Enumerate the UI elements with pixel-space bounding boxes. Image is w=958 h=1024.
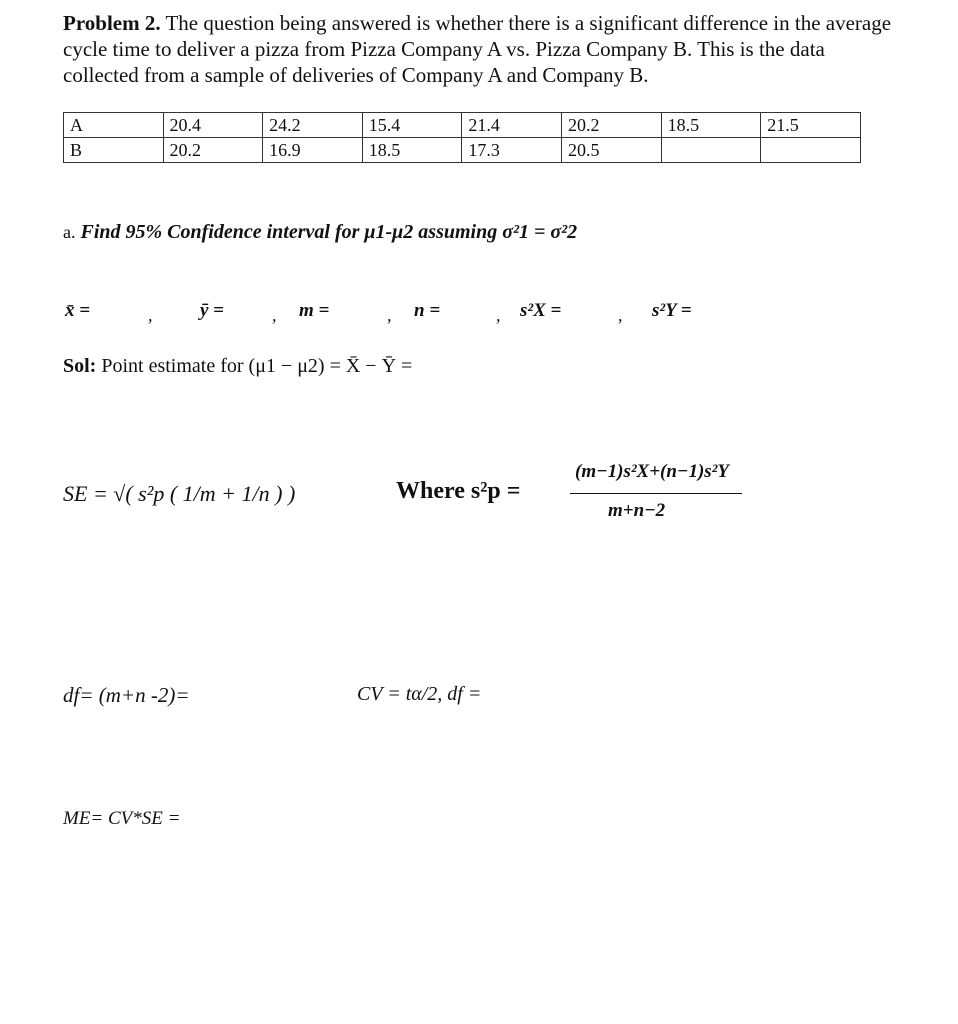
table-cell: 20.2 bbox=[163, 138, 263, 163]
cv-formula: CV = tα/2, df = bbox=[357, 683, 482, 705]
pooled-denominator: m+n−2 bbox=[608, 500, 666, 521]
part-a-question bbox=[63, 221, 577, 244]
table-cell: 15.4 bbox=[362, 113, 462, 138]
comma-separator: , bbox=[618, 305, 623, 325]
pooled-variance-label: Where s²p = bbox=[396, 478, 521, 504]
table-cell: 20.5 bbox=[562, 138, 662, 163]
table-cell bbox=[661, 138, 761, 163]
part-a-prefix: a. bbox=[63, 222, 76, 242]
comma-separator: , bbox=[387, 305, 392, 325]
ybar-label: ȳ = bbox=[200, 300, 225, 321]
comma-separator: , bbox=[496, 305, 501, 325]
table-cell: 18.5 bbox=[362, 138, 462, 163]
row-label-cell: B bbox=[64, 138, 164, 163]
table-cell: 21.4 bbox=[462, 113, 562, 138]
table-cell: 16.9 bbox=[263, 138, 363, 163]
fraction-bar bbox=[570, 493, 742, 494]
solution-line bbox=[63, 355, 412, 378]
table-cell: 18.5 bbox=[661, 113, 761, 138]
table-cell: 17.3 bbox=[462, 138, 562, 163]
xbar-label: x̄ = bbox=[65, 300, 91, 321]
pooled-numerator: (m−1)s²X+(n−1)s²Y bbox=[575, 461, 729, 482]
part-a-text: Find 95% Confidence interval for μ1-μ2 assuming σ²1 = σ²2 bbox=[80, 221, 578, 243]
table-row bbox=[64, 138, 861, 163]
problem-label: Problem 2. bbox=[63, 11, 161, 35]
table-row bbox=[64, 113, 861, 138]
table-cell: 20.4 bbox=[163, 113, 263, 138]
row-label-cell: A bbox=[64, 113, 164, 138]
table-cell: 21.5 bbox=[761, 113, 861, 138]
sy2-label: s²Y = bbox=[652, 300, 692, 321]
table-cell: 24.2 bbox=[263, 113, 363, 138]
me-formula: ME= CV*SE = bbox=[63, 808, 181, 829]
n-label: n = bbox=[414, 300, 441, 321]
df-formula: df= (m+n -2)= bbox=[63, 683, 190, 707]
m-label: m = bbox=[299, 300, 330, 321]
comma-separator: , bbox=[148, 305, 153, 325]
solution-text: Point estimate for (μ1 − μ2) = X̄ − Ȳ = bbox=[101, 355, 413, 377]
sx2-label: s²X = bbox=[520, 300, 562, 321]
table-cell bbox=[761, 138, 861, 163]
solution-label: Sol: bbox=[63, 355, 97, 377]
se-formula: SE = √( s²p ( 1/m + 1/n ) ) bbox=[63, 481, 296, 506]
table-cell: 20.2 bbox=[562, 113, 662, 138]
problem-text: The question being answered is whether there is a significant difference in the average cycle time to deliver a pizza from Pizza Company A vs. Pizza Company B. This is the data collected from a sample of deliveries of Company A and Company B. bbox=[63, 11, 892, 87]
data-table bbox=[63, 112, 861, 163]
problem-statement bbox=[63, 10, 893, 88]
comma-separator: , bbox=[272, 305, 277, 325]
